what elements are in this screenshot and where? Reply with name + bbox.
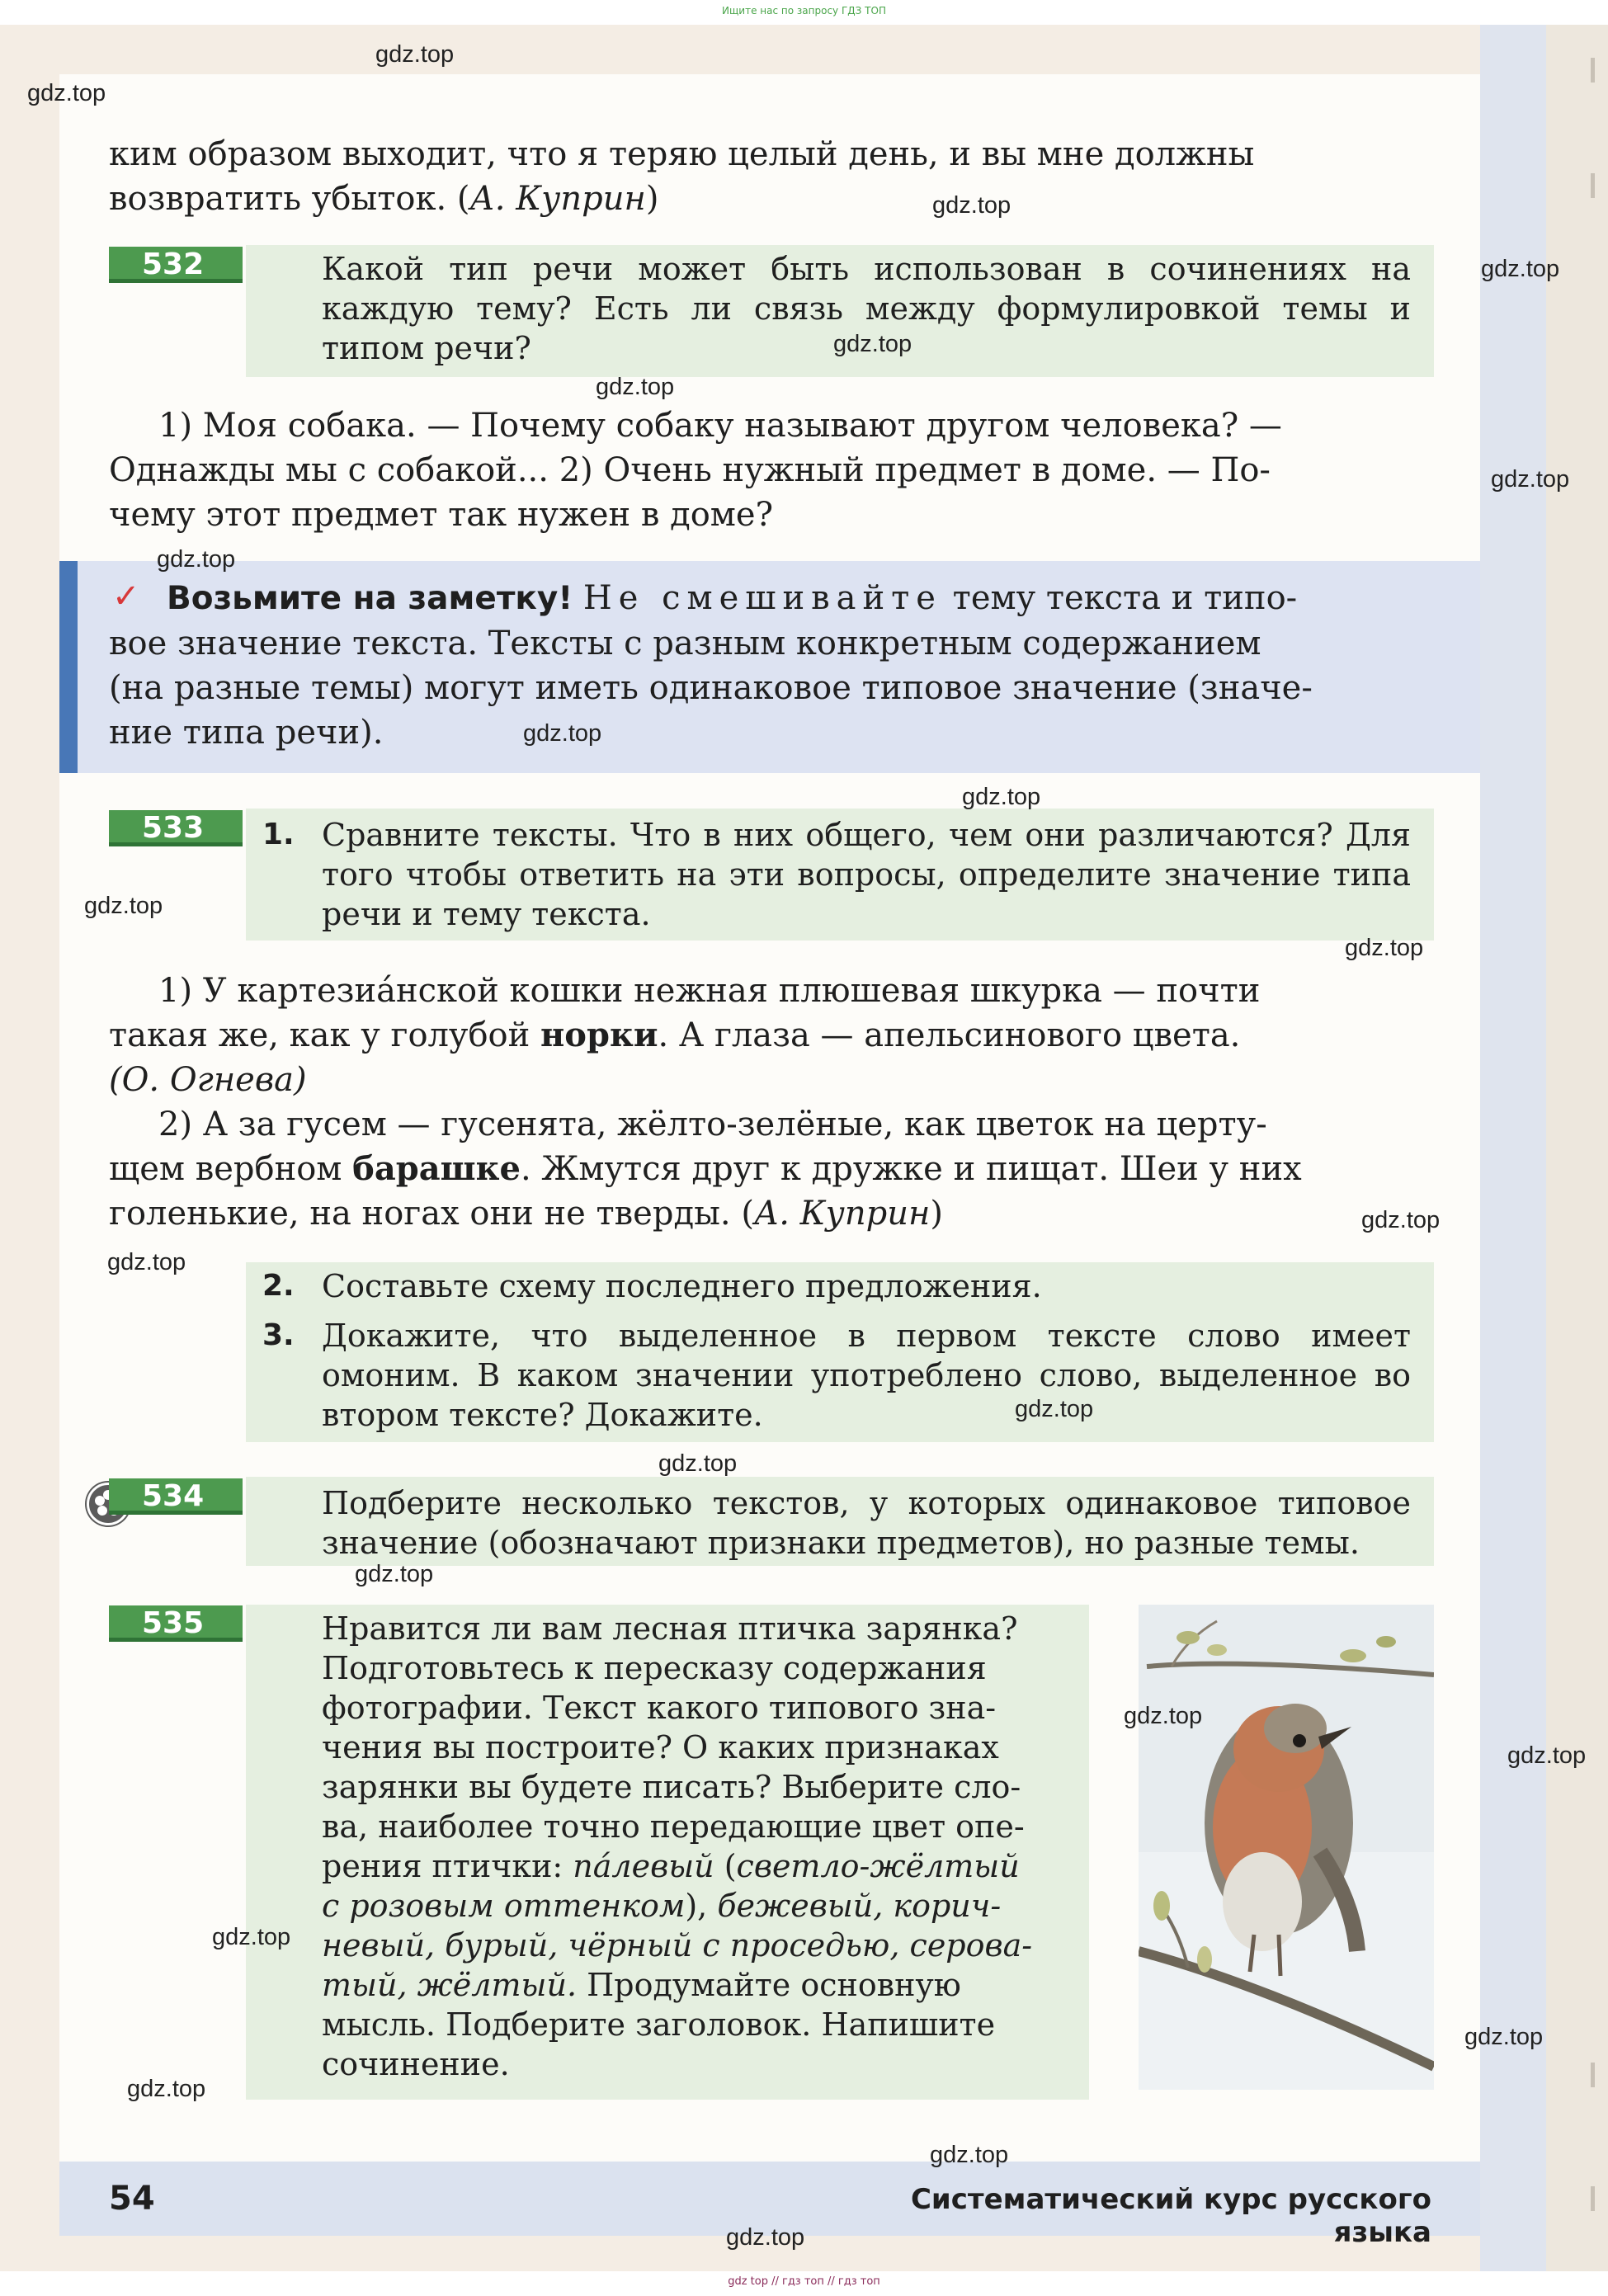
author-name: (О. Огнева) [109, 1061, 307, 1099]
intro-paragraph [109, 132, 1429, 221]
task-number-535: 535 [109, 1605, 243, 1642]
author-name: А. Куприн [469, 180, 646, 218]
watermark-link[interactable]: gdz.top [1345, 935, 1424, 961]
watermark-link[interactable]: gdz.top [27, 80, 106, 106]
vocabulary-word: па́левый [573, 1848, 714, 1884]
watermark-link[interactable]: gdz.top [833, 331, 912, 357]
watermark-link[interactable]: gdz.top [962, 784, 1041, 810]
text-line: чения вы построите? О каких признаках [322, 1729, 999, 1766]
watermark-link[interactable]: gdz.top [1464, 2024, 1544, 2050]
check-mark-icon: ✓ [112, 578, 140, 615]
task-534-text: Подберите несколько текстов, у которых одинаковое типовое значение (обозначают признаки предметов), но разные темы. [322, 1485, 1411, 1561]
watermark-link[interactable]: gdz.top [1015, 1396, 1094, 1422]
text-line: возвратить убыток. (А. Куприн) [109, 180, 659, 218]
footer-title: Систематический курс русского языка [910, 2183, 1431, 2249]
text-line: Однажды мы с собакой... 2) Очень нужный предмет в доме. — По- [109, 451, 1271, 489]
page-edge-mark [1591, 2186, 1595, 2211]
watermark-link[interactable]: gdz.top [375, 41, 455, 68]
task-532-question: Какой тип речи может быть использован в сочинениях на каждую тему? Есть ли связь между формулировкой темы и типом речи? [322, 251, 1411, 366]
note-text [109, 576, 1429, 755]
highlighted-word: барашке [352, 1149, 521, 1188]
text-line: мысль. Подберите заголовок. Напишите [322, 2006, 996, 2043]
watermark-link[interactable]: gdz.top [932, 192, 1011, 219]
watermark-link[interactable]: gdz.top [930, 2142, 1009, 2168]
watermark-link[interactable]: gdz.top [658, 1450, 738, 1477]
item-number: 3. [262, 1318, 295, 1352]
watermark-link[interactable]: gdz.top [212, 1924, 291, 1950]
text-line: ва, наиболее точно передающие цвет опе- [322, 1808, 1025, 1845]
note-accent-bar [59, 561, 78, 773]
text-line: с розовым оттенком), бежевый, корич- [322, 1888, 1002, 1924]
text-line: зарянки вы будете писать? Выберите сло- [322, 1769, 1021, 1805]
text-line: щем вербном барашке. Жмутся друг к дружке и пищат. Шеи у них [109, 1149, 1302, 1188]
text-line: 2) А за гусем — гусенята, жёлто-зелёные, как цветок на церту- [158, 1106, 1267, 1143]
text-line: ние типа речи). [109, 714, 384, 752]
text-line: 1) У картезиа́нской кошки нежная плюшевая шкурка — почти [158, 972, 1261, 1010]
highlighted-word: норки [540, 1016, 658, 1054]
item-number: 2. [262, 1269, 295, 1303]
task-number-532: 532 [109, 247, 243, 283]
text-line: Подготовьтесь к пересказу содержания [322, 1650, 987, 1686]
task-533-item-1: Сравните тексты. Что в них общего, чем они различаются? Для того чтобы ответить на эти вопросы, определите значение типа речи и тему текста. [322, 817, 1411, 932]
author-name: А. Куприн [753, 1195, 931, 1233]
task-number-534: 534 [109, 1478, 243, 1515]
watermark-link[interactable]: gdz.top [523, 720, 602, 747]
robin-bird-photo [1139, 1605, 1434, 2090]
text-line: сочинение. [322, 2046, 510, 2082]
watermark-link[interactable]: gdz.top [84, 893, 163, 919]
task-533-text-2 [109, 1102, 1429, 1236]
watermark-link[interactable]: gdz.top [1507, 1742, 1587, 1769]
text-line: Нравится ли вам лесная птичка зарянка? [322, 1610, 1018, 1647]
note-heading: Возьмите на заметку! [167, 580, 573, 617]
task-number-533: 533 [109, 810, 243, 846]
text-line: вое значение текста. Тексты с разным конкретным содержанием [109, 625, 1261, 662]
watermark-link[interactable]: gdz.top [1361, 1207, 1441, 1233]
task-532-body [109, 403, 1429, 537]
page-edge [1480, 25, 1608, 2271]
task-533-text-1 [109, 969, 1429, 1102]
item-number: 1. [262, 818, 295, 851]
text-line: голенькие, на ногах они не тверды. (А. Куприн) [109, 1195, 943, 1233]
watermark-link[interactable]: gdz.top [355, 1561, 434, 1587]
page-edge-mark [1591, 173, 1595, 198]
site-banner-bottom[interactable]: gdz top // гдз топ // гдз топ [728, 2275, 880, 2288]
text-line: 1) Моя собака. — Почему собаку называют другом человека? — [158, 407, 1282, 445]
page-edge-mark [1591, 58, 1595, 83]
text-line: ким образом выходит, что я теряю целый день, и вы мне должны [109, 135, 1255, 173]
watermark-link[interactable]: gdz.top [107, 1249, 186, 1275]
watermark-link[interactable]: gdz.top [1124, 1703, 1203, 1729]
text-line [109, 1058, 1429, 1102]
watermark-link[interactable]: gdz.top [1491, 466, 1570, 493]
emphasized-text: Не смешивайте [582, 579, 942, 617]
task-533-item-3: Докажите, что выделенное в первом тексте слово имеет омоним. В каком значении употреблено слово, выделенное во втором тексте? Докажите. [322, 1318, 1411, 1433]
task-535-text [322, 1609, 1081, 2084]
task-533-item-2: Составьте схему последнего предложения. [322, 1268, 1042, 1304]
watermark-link[interactable]: gdz.top [596, 374, 675, 400]
page-number: 54 [109, 2180, 155, 2218]
watermark-link[interactable]: gdz.top [726, 2224, 805, 2251]
watermark-link[interactable]: gdz.top [1481, 256, 1560, 282]
text-line: тый, жёлтый. Продумайте основную [322, 1967, 961, 2003]
text-line: фотографии. Текст какого типового зна- [322, 1690, 997, 1726]
text-line: невый, бурый, чёрный с проседью, серова- [322, 1927, 1033, 1964]
text-line: такая же, как у голубой норки. А глаза — апельсинового цвета. [109, 1016, 1241, 1054]
watermark-link[interactable]: gdz.top [157, 546, 236, 573]
site-banner-top[interactable]: Ищите нас по запросу ГДЗ ТОП [722, 5, 886, 17]
watermark-link[interactable]: gdz.top [127, 2076, 206, 2102]
text-line: Возьмите на заметку! Не смешивайте тему текста и типо- [167, 579, 1298, 617]
text-line: (на разные темы) могут иметь одинаковое типовое значение (значе- [109, 669, 1313, 707]
text-line: рения птички: па́левый (светло-жёлтый [322, 1848, 1020, 1884]
page-edge-mark [1591, 2063, 1595, 2087]
text-line: чему этот предмет так нужен в доме? [109, 496, 774, 534]
